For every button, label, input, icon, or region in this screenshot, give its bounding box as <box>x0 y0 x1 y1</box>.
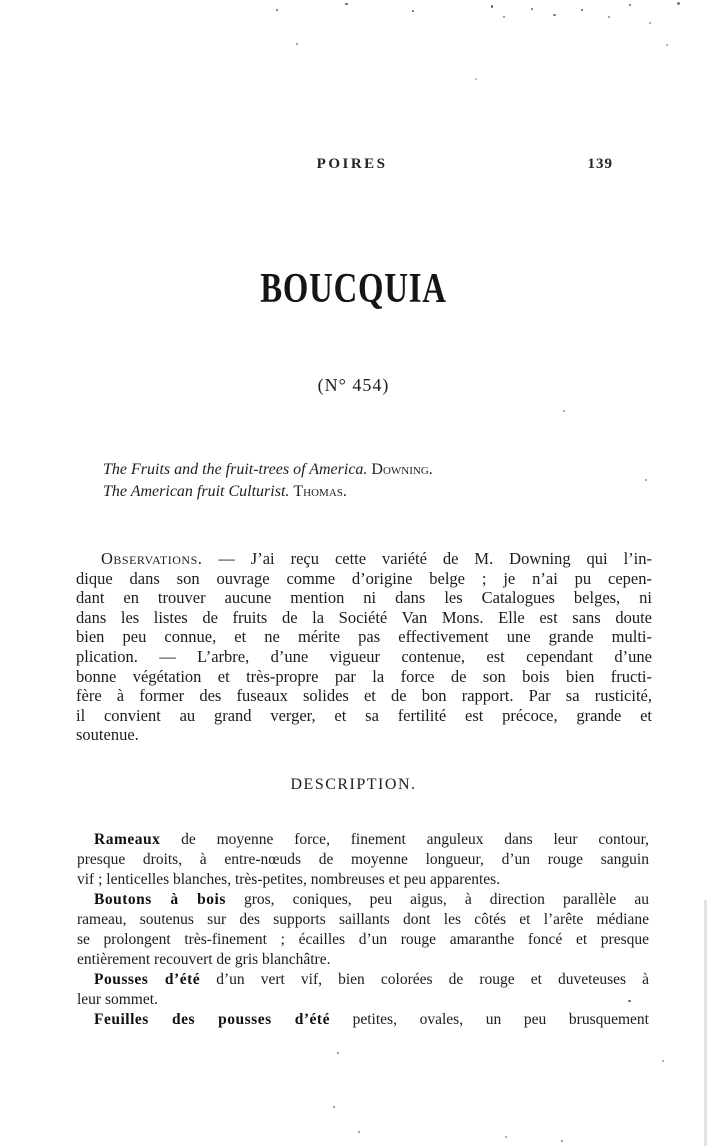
scan-speck <box>505 1136 507 1138</box>
observations-line: fère à former des fuseaux solides et de bon rapport. Par sa rusticité, <box>76 686 652 706</box>
scan-speck <box>666 44 668 46</box>
reference-title: The Fruits and the fruit-trees of America. <box>103 461 368 478</box>
variety-number: (N° 454) <box>317 375 390 395</box>
scan-speck <box>629 4 631 6</box>
observations-line-text: — J’ai reçu cette variété de M. Downing qui l’in- <box>202 549 652 568</box>
description-line-text: d’un vert vif, bien colorées de rouge et duveteuses à <box>200 971 649 988</box>
paragraph-lead: Feuilles des pousses d’été <box>94 1011 330 1028</box>
scan-speck <box>649 22 651 24</box>
scan-speck <box>553 14 556 16</box>
scan-speck <box>581 9 583 11</box>
description-line <box>77 890 649 910</box>
observations-line: soutenue. <box>76 725 139 745</box>
description-line <box>77 1010 649 1030</box>
description-line: vif ; lenticelles blanches, très-petites, nombreuses et peu apparentes. <box>77 871 501 888</box>
description-line-text: gros, coniques, peu aigus, à direction parallèle au <box>225 891 650 908</box>
scan-speck <box>333 1106 335 1108</box>
description-line: se prolongent très-finement ; écailles d’un rouge amaranthe foncé et presque <box>77 931 649 948</box>
scan-speck <box>563 410 565 412</box>
scan-speck <box>645 479 647 481</box>
scan-speck <box>412 10 414 12</box>
paragraph-lead: Rameaux <box>94 831 161 848</box>
observations-line: il convient au grand verger, et sa fertilité est précoce, grande et <box>76 705 652 725</box>
observations-line: dant en trouver aucune mention ni dans les Catalogues belges, ni <box>76 588 652 608</box>
scan-speck <box>608 16 610 18</box>
observations-line: dique dans son ouvrage comme d’origine belge ; je n’ai pu cepen- <box>76 568 652 588</box>
observations-lead: Observations. <box>101 549 203 568</box>
reference-author: Downing. <box>371 461 433 478</box>
scan-speck <box>296 43 298 45</box>
reference-list <box>103 459 433 503</box>
paragraph-rameaux <box>77 830 649 890</box>
reference-item <box>103 481 433 503</box>
description-line: rameau, soutenus sur des supports saillants dont les côtés et l’arête médiane <box>77 911 649 928</box>
observations-line: bien peu connue, et ne mérite pas effectivement une grande multi- <box>76 627 652 647</box>
paragraph-lead: Boutons à bois <box>94 891 226 908</box>
observations-line: dans les listes de fruits de la Société Van Mons. Elle est sans doute <box>76 607 652 627</box>
scan-speck <box>475 78 477 80</box>
reference-item <box>103 459 433 481</box>
paragraph-lead: Pousses d’été <box>94 971 201 988</box>
scan-speck <box>662 1060 664 1062</box>
scan-speck <box>345 3 348 5</box>
page-number: 139 <box>587 156 613 172</box>
scan-speck <box>503 16 505 18</box>
description-line-text: petites, ovales, un peu brusquement <box>329 1011 649 1028</box>
running-header: POIRES <box>316 156 388 172</box>
description-section <box>77 830 649 1030</box>
observations-line: plication. — L’arbre, d’une vigueur contenue, est cependant d’une <box>76 646 652 666</box>
description-line: entièrement recouvert de gris blanchâtre. <box>77 951 331 968</box>
scan-speck <box>276 9 278 11</box>
observations-paragraph <box>76 549 652 745</box>
description-line <box>77 830 649 850</box>
scan-speck <box>531 8 533 10</box>
observations-line <box>76 549 652 569</box>
description-line: presque droits, à entre-nœuds de moyenne longueur, d’un rouge sanguin <box>77 851 649 868</box>
scan-speck <box>561 1140 563 1142</box>
reference-author: Thomas. <box>293 483 347 500</box>
description-line-text: de moyenne force, finement anguleux dans leur contour, <box>160 831 649 848</box>
scan-speck <box>677 2 680 5</box>
reference-title: The American fruit Culturist. <box>103 483 290 500</box>
paragraph-boutons-a-bois <box>77 890 649 970</box>
variety-title-text: BOUCQUIA <box>260 266 447 312</box>
scan-speck <box>491 5 493 8</box>
description-line <box>77 970 649 990</box>
scan-speck <box>337 1052 339 1054</box>
variety-title <box>0 268 707 310</box>
description-heading: DESCRIPTION. <box>290 776 417 793</box>
paragraph-pousses-dete <box>77 970 649 1010</box>
paragraph-feuilles-des-pousses-dete <box>77 1010 649 1030</box>
scan-speck <box>358 1131 360 1133</box>
description-line: leur sommet. <box>77 991 158 1008</box>
observations-line: bonne végétation et très-propre par la force de son bois bien fructi- <box>76 666 652 686</box>
